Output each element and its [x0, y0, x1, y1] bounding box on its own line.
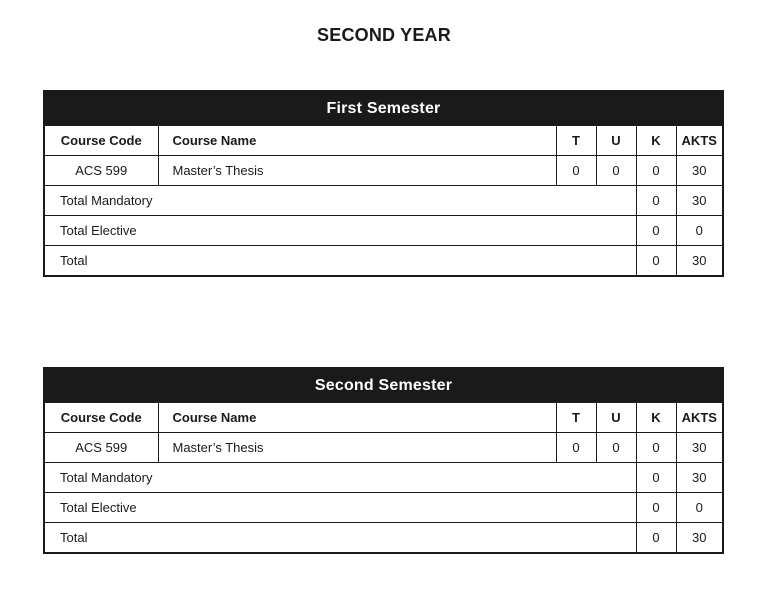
first-semester-section	[43, 90, 722, 277]
total-akts-cell: 0	[676, 493, 723, 523]
total-mandatory-row	[44, 186, 723, 216]
total-akts-cell: 30	[676, 523, 723, 554]
total-label: Total Mandatory	[44, 463, 636, 493]
total-row	[44, 246, 723, 277]
total-k-cell: 0	[636, 186, 676, 216]
total-k-cell: 0	[636, 523, 676, 554]
first-semester-table	[43, 90, 724, 277]
course-code-cell: ACS 599	[44, 433, 158, 463]
col-header-k: K	[636, 126, 676, 156]
total-akts-cell: 30	[676, 186, 723, 216]
second-semester-table	[43, 367, 724, 554]
table-header-row	[44, 126, 723, 156]
course-u-cell: 0	[596, 156, 636, 186]
total-mandatory-row	[44, 463, 723, 493]
course-k-cell: 0	[636, 433, 676, 463]
table-title-bar	[44, 91, 723, 126]
page-title: SECOND YEAR	[317, 25, 451, 45]
course-name-cell: Master’s Thesis	[158, 156, 556, 186]
col-header-t: T	[556, 403, 596, 433]
total-k-cell: 0	[636, 463, 676, 493]
course-code-cell: ACS 599	[44, 156, 158, 186]
total-k-cell: 0	[636, 493, 676, 523]
total-label: Total Elective	[44, 493, 636, 523]
col-header-akts: AKTS	[676, 403, 723, 433]
total-k-cell: 0	[636, 246, 676, 277]
course-name-cell: Master’s Thesis	[158, 433, 556, 463]
col-header-course-name: Course Name	[158, 126, 556, 156]
course-akts-cell: 30	[676, 156, 723, 186]
col-header-course-code: Course Code	[44, 126, 158, 156]
col-header-k: K	[636, 403, 676, 433]
col-header-akts: AKTS	[676, 126, 723, 156]
total-elective-row	[44, 216, 723, 246]
col-header-course-name: Course Name	[158, 403, 556, 433]
course-row	[44, 433, 723, 463]
course-t-cell: 0	[556, 433, 596, 463]
total-k-cell: 0	[636, 216, 676, 246]
table-title: First Semester	[44, 91, 723, 126]
total-row	[44, 523, 723, 554]
total-akts-cell: 0	[676, 216, 723, 246]
total-label: Total	[44, 523, 636, 554]
course-k-cell: 0	[636, 156, 676, 186]
total-label: Total Elective	[44, 216, 636, 246]
course-akts-cell: 30	[676, 433, 723, 463]
col-header-u: U	[596, 126, 636, 156]
col-header-t: T	[556, 126, 596, 156]
course-t-cell: 0	[556, 156, 596, 186]
total-akts-cell: 30	[676, 463, 723, 493]
total-akts-cell: 30	[676, 246, 723, 277]
table-title: Second Semester	[44, 368, 723, 403]
total-label: Total Mandatory	[44, 186, 636, 216]
col-header-course-code: Course Code	[44, 403, 158, 433]
course-u-cell: 0	[596, 433, 636, 463]
table-title-bar	[44, 368, 723, 403]
course-row	[44, 156, 723, 186]
total-label: Total	[44, 246, 636, 277]
total-elective-row	[44, 493, 723, 523]
col-header-u: U	[596, 403, 636, 433]
second-semester-section	[43, 367, 722, 554]
table-header-row	[44, 403, 723, 433]
